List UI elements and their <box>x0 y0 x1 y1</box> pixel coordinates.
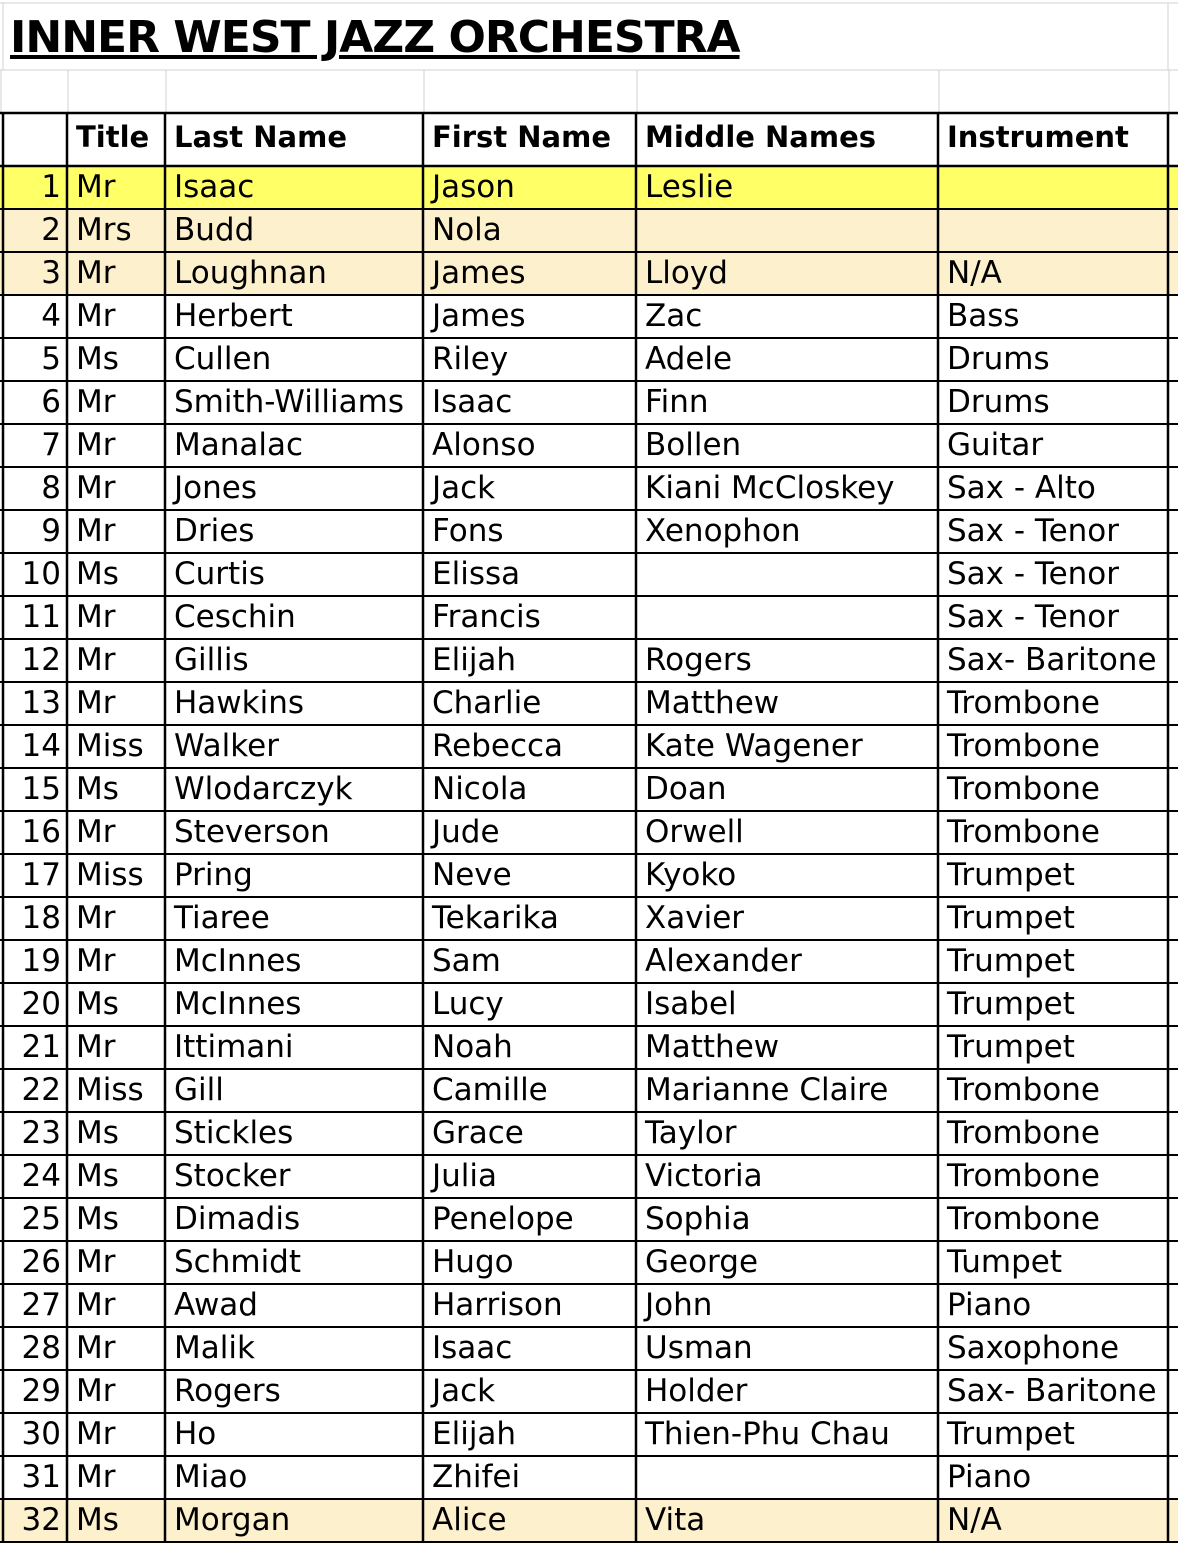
sheet-title[interactable]: INNER WEST JAZZ ORCHESTRA <box>10 12 740 63</box>
middle-names-cell[interactable]: Adele <box>645 341 733 377</box>
last-name-cell[interactable]: Walker <box>174 728 279 764</box>
first-name-cell[interactable]: James <box>432 298 526 334</box>
title-cell[interactable]: Mr <box>76 513 116 549</box>
column-header-row-number[interactable] <box>0 113 67 166</box>
last-name-cell[interactable]: Rogers <box>174 1373 281 1409</box>
title-cell[interactable]: Mr <box>76 384 116 420</box>
middle-names-cell[interactable]: Rogers <box>645 642 752 678</box>
row-number-cell[interactable]: 22 <box>21 1072 61 1108</box>
last-name-cell[interactable]: Cullen <box>174 341 272 377</box>
row-number-cell[interactable]: 13 <box>21 685 61 721</box>
title-cell[interactable]: Mr <box>76 685 116 721</box>
column-header-middle-names[interactable]: Middle Names <box>645 120 877 154</box>
row-number-cell[interactable]: 25 <box>21 1201 61 1237</box>
title-cell[interactable]: Mr <box>76 169 116 205</box>
last-name-cell[interactable]: Jones <box>174 470 257 506</box>
row-number-cell[interactable]: 5 <box>41 341 61 377</box>
middle-names-cell[interactable]: Kate Wagener <box>645 728 863 764</box>
row-number-cell[interactable]: 23 <box>21 1115 61 1151</box>
middle-names-cell[interactable]: Lloyd <box>645 255 728 291</box>
instrument-cell[interactable]: Trombone <box>947 1158 1100 1194</box>
title-cell[interactable]: Ms <box>76 1502 119 1538</box>
column-header-last-name[interactable]: Last Name <box>174 120 347 154</box>
first-name-cell[interactable]: Zhifei <box>432 1459 521 1495</box>
row-number-cell[interactable]: 1 <box>41 169 61 205</box>
title-cell[interactable]: Ms <box>76 1201 119 1237</box>
row-number-cell[interactable]: 8 <box>41 470 61 506</box>
last-name-cell[interactable]: Ceschin <box>174 599 296 635</box>
row-number-cell[interactable]: 26 <box>21 1244 61 1280</box>
first-name-cell[interactable]: Riley <box>432 341 509 377</box>
instrument-cell[interactable]: Saxophone <box>947 1330 1120 1366</box>
title-cell[interactable]: Miss <box>76 728 144 764</box>
first-name-cell[interactable]: Camille <box>432 1072 548 1108</box>
first-name-cell[interactable]: Grace <box>432 1115 524 1151</box>
last-name-cell[interactable]: Loughnan <box>174 255 327 291</box>
middle-names-cell[interactable]: Doan <box>645 771 727 807</box>
row-number-cell[interactable]: 24 <box>21 1158 61 1194</box>
first-name-cell[interactable]: Jack <box>432 1373 496 1409</box>
middle-names-cell[interactable]: John <box>645 1287 713 1323</box>
first-name-cell[interactable]: Hugo <box>432 1244 514 1280</box>
middle-names-cell[interactable]: Vita <box>645 1502 706 1538</box>
first-name-cell[interactable]: Francis <box>432 599 541 635</box>
instrument-cell[interactable]: Sax - Alto <box>947 470 1096 506</box>
first-name-cell[interactable]: Elijah <box>432 1416 517 1452</box>
middle-names-cell[interactable]: Alexander <box>645 943 802 979</box>
title-cell[interactable]: Mr <box>76 1416 116 1452</box>
title-cell[interactable]: Mr <box>76 1029 116 1065</box>
last-name-cell[interactable]: Stickles <box>174 1115 294 1151</box>
row-number-cell[interactable]: 7 <box>41 427 61 463</box>
middle-names-cell[interactable]: Bollen <box>645 427 742 463</box>
last-name-cell[interactable]: Smith-Williams <box>174 384 404 420</box>
last-name-cell[interactable]: Pring <box>174 857 253 893</box>
instrument-cell[interactable]: Trombone <box>947 814 1100 850</box>
row-number-cell[interactable]: 18 <box>21 900 61 936</box>
title-cell[interactable]: Mr <box>76 943 116 979</box>
instrument-cell[interactable] <box>938 166 1168 209</box>
middle-names-cell[interactable]: Zac <box>645 298 703 334</box>
middle-names-cell[interactable]: Matthew <box>645 1029 780 1065</box>
column-header-instrument[interactable]: Instrument <box>947 120 1129 154</box>
middle-names-cell[interactable]: Finn <box>645 384 709 420</box>
instrument-cell[interactable]: Tumpet <box>947 1244 1062 1280</box>
first-name-cell[interactable]: Noah <box>432 1029 513 1065</box>
last-name-cell[interactable]: Dimadis <box>174 1201 301 1237</box>
row-number-cell[interactable]: 20 <box>21 986 61 1022</box>
row-number-cell[interactable]: 4 <box>41 298 61 334</box>
last-name-cell[interactable]: Isaac <box>174 169 255 205</box>
first-name-cell[interactable]: James <box>432 255 526 291</box>
first-name-cell[interactable]: Penelope <box>432 1201 574 1237</box>
last-name-cell[interactable]: Curtis <box>174 556 265 592</box>
first-name-cell[interactable]: Jack <box>432 470 496 506</box>
title-cell[interactable]: Ms <box>76 556 119 592</box>
last-name-cell[interactable]: Steverson <box>174 814 330 850</box>
first-name-cell[interactable]: Lucy <box>432 986 504 1022</box>
title-cell[interactable]: Mr <box>76 814 116 850</box>
row-number-cell[interactable]: 17 <box>21 857 61 893</box>
instrument-cell[interactable]: Sax - Tenor <box>947 599 1120 635</box>
last-name-cell[interactable]: McInnes <box>174 986 302 1022</box>
instrument-cell[interactable]: Trumpet <box>947 857 1075 893</box>
middle-names-cell[interactable]: Marianne Claire <box>645 1072 889 1108</box>
first-name-cell[interactable]: Alonso <box>432 427 536 463</box>
row-number-cell[interactable]: 3 <box>41 255 61 291</box>
instrument-cell[interactable]: N/A <box>947 255 1002 291</box>
title-cell[interactable]: Mr <box>76 255 116 291</box>
row-number-cell[interactable]: 15 <box>21 771 61 807</box>
instrument-cell[interactable]: Trombone <box>947 685 1100 721</box>
middle-names-cell[interactable]: Leslie <box>645 169 734 205</box>
middle-names-cell[interactable]: Taylor <box>645 1115 737 1151</box>
first-name-cell[interactable]: Alice <box>432 1502 507 1538</box>
first-name-cell[interactable]: Nola <box>432 212 502 248</box>
middle-names-cell[interactable]: Usman <box>645 1330 753 1366</box>
middle-names-cell[interactable] <box>636 1456 938 1499</box>
title-cell[interactable]: Mr <box>76 900 116 936</box>
title-cell[interactable]: Miss <box>76 1072 144 1108</box>
first-name-cell[interactable]: Elijah <box>432 642 517 678</box>
row-number-cell[interactable]: 19 <box>21 943 61 979</box>
instrument-cell[interactable]: Trombone <box>947 728 1100 764</box>
row-number-cell[interactable]: 6 <box>41 384 61 420</box>
last-name-cell[interactable]: McInnes <box>174 943 302 979</box>
title-cell[interactable]: Mr <box>76 1244 116 1280</box>
middle-names-cell[interactable]: Isabel <box>645 986 737 1022</box>
last-name-cell[interactable]: Ho <box>174 1416 217 1452</box>
last-name-cell[interactable]: Miao <box>174 1459 248 1495</box>
instrument-cell[interactable]: Trumpet <box>947 900 1075 936</box>
first-name-cell[interactable]: Julia <box>432 1158 498 1194</box>
title-cell[interactable]: Mr <box>76 427 116 463</box>
first-name-cell[interactable]: Charlie <box>432 685 542 721</box>
instrument-cell[interactable]: Trombone <box>947 1201 1100 1237</box>
row-number-cell[interactable]: 2 <box>41 212 61 248</box>
title-cell[interactable]: Ms <box>76 1158 119 1194</box>
first-name-cell[interactable]: Elissa <box>432 556 521 592</box>
middle-names-cell[interactable]: Matthew <box>645 685 780 721</box>
title-cell[interactable]: Mr <box>76 298 116 334</box>
middle-names-cell[interactable]: Xenophon <box>645 513 801 549</box>
instrument-cell[interactable]: Trombone <box>947 1072 1100 1108</box>
title-cell[interactable]: Ms <box>76 1115 119 1151</box>
last-name-cell[interactable]: Ittimani <box>174 1029 294 1065</box>
row-number-cell[interactable]: 11 <box>21 599 61 635</box>
row-number-cell[interactable]: 12 <box>21 642 61 678</box>
last-name-cell[interactable]: Morgan <box>174 1502 291 1538</box>
instrument-cell[interactable]: N/A <box>947 1502 1002 1538</box>
last-name-cell[interactable]: Gill <box>174 1072 224 1108</box>
last-name-cell[interactable]: Dries <box>174 513 255 549</box>
first-name-cell[interactable]: Isaac <box>432 384 513 420</box>
first-name-cell[interactable]: Rebecca <box>432 728 564 764</box>
first-name-cell[interactable]: Neve <box>432 857 512 893</box>
row-number-cell[interactable]: 28 <box>21 1330 61 1366</box>
first-name-cell[interactable]: Isaac <box>432 1330 513 1366</box>
last-name-cell[interactable]: Malik <box>174 1330 255 1366</box>
first-name-cell[interactable]: Fons <box>432 513 504 549</box>
last-name-cell[interactable]: Wlodarczyk <box>174 771 353 807</box>
middle-names-cell[interactable] <box>636 209 938 252</box>
title-cell[interactable]: Mr <box>76 1459 116 1495</box>
title-cell[interactable]: Mr <box>76 599 116 635</box>
instrument-cell[interactable]: Piano <box>947 1459 1032 1495</box>
row-number-cell[interactable]: 16 <box>21 814 61 850</box>
middle-names-cell[interactable]: Kyoko <box>645 857 737 893</box>
row-number-cell[interactable]: 21 <box>21 1029 61 1065</box>
row-number-cell[interactable]: 14 <box>21 728 61 764</box>
instrument-cell[interactable]: Trumpet <box>947 986 1075 1022</box>
title-cell[interactable]: Miss <box>76 857 144 893</box>
title-cell[interactable]: Mr <box>76 1287 116 1323</box>
middle-names-cell[interactable]: Holder <box>645 1373 748 1409</box>
column-header-first-name[interactable]: First Name <box>432 120 611 154</box>
row-number-cell[interactable]: 30 <box>21 1416 61 1452</box>
last-name-cell[interactable]: Manalac <box>174 427 304 463</box>
title-cell[interactable]: Mrs <box>76 212 132 248</box>
row-number-cell[interactable]: 27 <box>21 1287 61 1323</box>
first-name-cell[interactable]: Harrison <box>432 1287 563 1323</box>
instrument-cell[interactable]: Piano <box>947 1287 1032 1323</box>
title-cell[interactable]: Mr <box>76 1373 116 1409</box>
middle-names-cell[interactable]: Kiani McCloskey <box>645 470 895 506</box>
first-name-cell[interactable]: Nicola <box>432 771 528 807</box>
middle-names-cell[interactable]: Orwell <box>645 814 744 850</box>
middle-names-cell[interactable]: Sophia <box>645 1201 751 1237</box>
instrument-cell[interactable]: Sax- Baritone <box>947 642 1157 678</box>
row-number-cell[interactable]: 29 <box>21 1373 61 1409</box>
instrument-cell[interactable]: Trumpet <box>947 1029 1075 1065</box>
instrument-cell[interactable]: Sax - Tenor <box>947 513 1120 549</box>
last-name-cell[interactable]: Hawkins <box>174 685 305 721</box>
instrument-cell[interactable]: Drums <box>947 341 1050 377</box>
middle-names-cell[interactable] <box>636 596 938 639</box>
middle-names-cell[interactable]: Xavier <box>645 900 745 936</box>
row-number-cell[interactable]: 10 <box>21 556 61 592</box>
instrument-cell[interactable]: Trumpet <box>947 943 1075 979</box>
instrument-cell[interactable]: Bass <box>947 298 1020 334</box>
title-cell[interactable]: Mr <box>76 642 116 678</box>
row-number-cell[interactable]: 31 <box>21 1459 61 1495</box>
last-name-cell[interactable]: Gillis <box>174 642 249 678</box>
last-name-cell[interactable]: Schmidt <box>174 1244 302 1280</box>
title-cell[interactable]: Ms <box>76 986 119 1022</box>
instrument-cell[interactable]: Sax- Baritone <box>947 1373 1157 1409</box>
first-name-cell[interactable]: Jason <box>432 169 515 205</box>
title-cell[interactable]: Ms <box>76 771 119 807</box>
instrument-cell[interactable]: Drums <box>947 384 1050 420</box>
instrument-cell[interactable]: Trombone <box>947 1115 1100 1151</box>
last-name-cell[interactable]: Stocker <box>174 1158 291 1194</box>
instrument-cell[interactable]: Trumpet <box>947 1416 1075 1452</box>
middle-names-cell[interactable]: Victoria <box>645 1158 763 1194</box>
instrument-cell[interactable]: Sax - Tenor <box>947 556 1120 592</box>
instrument-cell[interactable]: Guitar <box>947 427 1044 463</box>
first-name-cell[interactable]: Jude <box>432 814 500 850</box>
row-number-cell[interactable]: 32 <box>21 1502 61 1538</box>
last-name-cell[interactable]: Herbert <box>174 298 293 334</box>
column-header-title[interactable]: Title <box>76 120 150 154</box>
middle-names-cell[interactable] <box>636 553 938 596</box>
title-cell[interactable]: Ms <box>76 341 119 377</box>
last-name-cell[interactable]: Budd <box>174 212 255 248</box>
row-number-cell[interactable]: 9 <box>41 513 61 549</box>
last-name-cell[interactable]: Tiaree <box>174 900 270 936</box>
last-name-cell[interactable]: Awad <box>174 1287 258 1323</box>
middle-names-cell[interactable]: Thien-Phu Chau <box>645 1416 890 1452</box>
instrument-cell[interactable]: Trombone <box>947 771 1100 807</box>
first-name-cell[interactable]: Tekarika <box>432 900 559 936</box>
title-cell[interactable]: Mr <box>76 1330 116 1366</box>
title-cell[interactable]: Mr <box>76 470 116 506</box>
first-name-cell[interactable]: Sam <box>432 943 501 979</box>
middle-names-cell[interactable]: George <box>645 1244 759 1280</box>
instrument-cell[interactable] <box>938 209 1168 252</box>
